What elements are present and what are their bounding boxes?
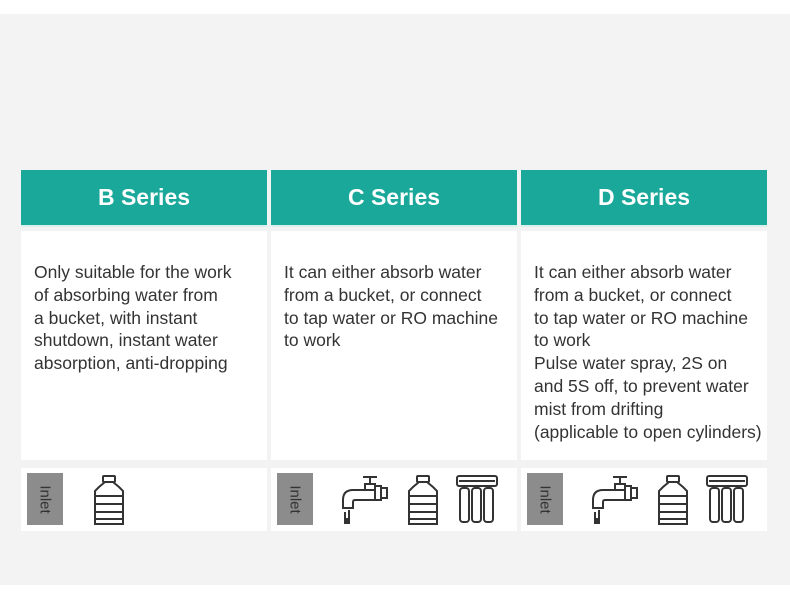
inlet-icons [339,474,499,526]
b-series-header: B Series [21,170,267,227]
d-series-description: It can either absorb water from a bucket, or connect to tap water or RO machine to work Pulse water spray, 2S on and 5S off, to prevent water mist from drifting (applicable to open cylinders) [534,262,762,442]
column-c-series [271,170,517,531]
inlet-label: Inlet [286,484,304,514]
water-bucket-icon [403,474,443,526]
c-series-description-cell [271,231,517,460]
inlet-tag [527,473,563,525]
top-band [0,0,790,14]
b-series-inlet-row [21,468,267,531]
inlet-icons [89,474,129,526]
ro-filter-icon [455,474,499,526]
inlet-tag [277,473,313,525]
d-series-inlet-row [521,468,767,531]
water-bucket-icon [89,474,129,526]
b-series-description: Only suitable for the work of absorbing water from a bucket, with instant shutdown, instant water absorption, anti-dropping [34,262,232,374]
c-series-description: It can either absorb water from a bucket, or connect to tap water or RO machine to work [284,262,498,351]
ro-filter-icon [705,474,749,526]
water-bucket-icon [653,474,693,526]
column-d-series [521,170,767,531]
d-series-description-cell [521,231,767,460]
inlet-label: Inlet [536,484,554,514]
c-series-header: C Series [271,170,517,227]
inlet-label: Inlet [36,484,54,514]
b-series-description-cell [21,231,267,460]
faucet-icon [589,474,641,526]
c-series-inlet-row [271,468,517,531]
faucet-icon [339,474,391,526]
inlet-icons [589,474,749,526]
inlet-tag [27,473,63,525]
column-b-series [21,170,267,531]
d-series-header: D Series [521,170,767,227]
bottom-band [0,585,790,592]
